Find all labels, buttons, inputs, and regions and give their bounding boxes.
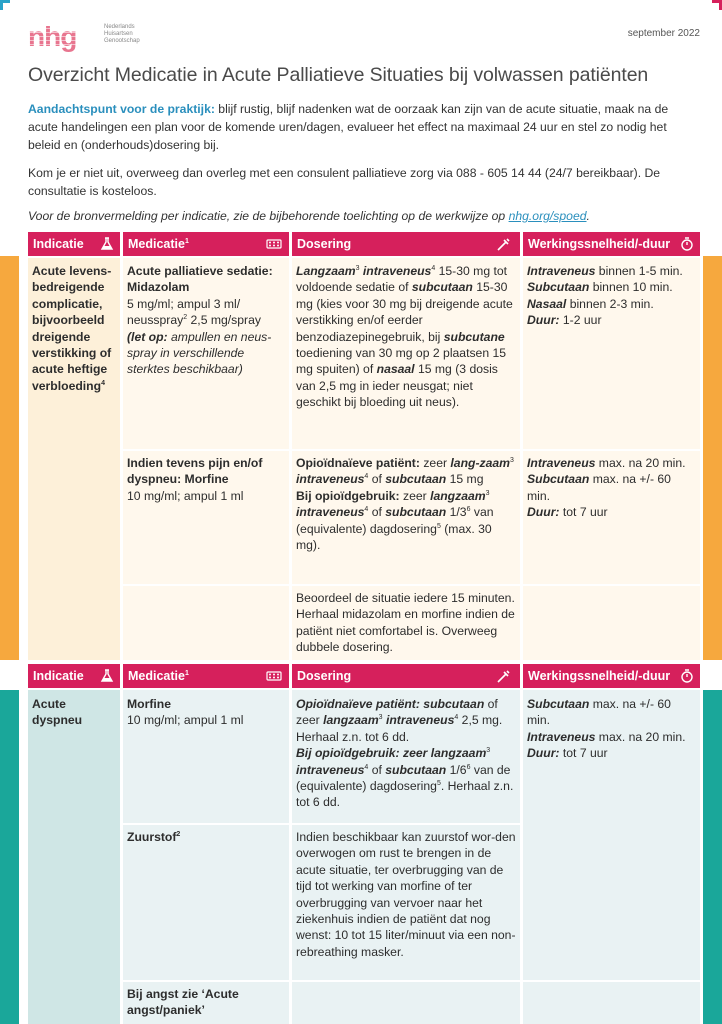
stopwatch-icon	[680, 237, 694, 251]
section1-row2-dosering: Opioïdnaïeve patiënt: zeer lang-zaam$^3$ intraveneus$^4$ of subcutaan 15 mg Bij opioïdgebruik: zeer langzaam$^3$ intraveneus$^4$ of subcutaan $1/3^6$ van (equivalente) dagdosering$^5$ (max. 30 mg).	[296, 456, 514, 553]
corner-mark-right	[712, 0, 722, 10]
section1-row-divider-2	[123, 584, 700, 586]
section2-side-bar-left	[0, 690, 19, 1024]
syringe-icon	[494, 669, 514, 683]
section2-row1-medicatie: Morfine 10 mg/ml; ampul 1 ml	[127, 697, 244, 728]
section1-row1-dosering: Langzaam$^3$ intraveneus$^4$ 15-30 mg tot voldoende sedatie of subcutaan 15-30 mg (kies voor 30 mg bij dreigende acute verstikking en/of eerder benzodiazepinegebruik, bij subcutane toediening van 30 mg op 2 plaatsen 15 mg spuiten) of nasaal 15 mg (3 dosis van 2,5 mg in ieder neusgat; niet geschikt bij bloeding uit neus).	[296, 264, 513, 410]
col-header-werking-2: Werkingssnelheid/-duur	[523, 664, 700, 688]
page-title: Overzicht Medicatie in Acute Palliatieve Situaties bij volwassen patiënten	[28, 64, 649, 86]
flask-icon	[100, 669, 114, 683]
section1-row-divider-1	[123, 449, 700, 451]
section1-row1-werking: Intraveneus binnen 1-5 min. Subcutaan binnen 10 min. Nasaal binnen 2-3 min. Duur: 1-2 uur	[527, 264, 683, 328]
section1-row2-medicatie: Indien tevens pijn en/of dyspneu: Morfine 10 mg/ml; ampul 1 ml	[127, 456, 263, 503]
intro-paragraph-2: Kom je er niet uit, overweeg dan overleg met een consulent palliatieve zorg via 088 - 605 14 44 (24/7 bereikbaar). De consultatie is kosteloos.	[28, 166, 661, 198]
nhg-spoed-link[interactable]: nhg.org/spoed	[508, 209, 587, 223]
intro-paragraph-3: Voor de bronvermelding per indicatie, zie de bijbehorende toelichting op de werkwijze op nhg.org/spoed.	[28, 209, 590, 223]
section2-row-divider-2	[123, 980, 700, 982]
col-header-indicatie: Indicatie	[28, 232, 120, 256]
flask-icon	[100, 237, 114, 251]
section2-row1-werking: Subcutaan max. na +/- 60 min. Intraveneus max. na 20 min. Duur: tot 7 uur	[527, 697, 686, 761]
col-header-dosering: Dosering	[292, 232, 520, 256]
pill-strip-icon	[265, 669, 283, 683]
section1-row3-dosering: Beoordeel de situatie iedere 15 minuten. Herhaal midazolam en morfine indien de patiënt niet comfortabel is. Overweeg dubbele dosering.	[296, 591, 515, 655]
col-header-medicatie: Medicatie$^1$	[123, 232, 289, 256]
col-header-werking: Werkingssnelheid/-duur	[523, 232, 700, 256]
corner-mark-left	[0, 0, 10, 10]
section2-row2-dosering: Indien beschikbaar kan zuurstof wor-den overwogen om rust te brengen in de acute situatie, ter overbrugging van de tijd tot werking van morfine of ter overbrugging van vervoer naar het ziekenhuis indien de patiënt dat nog wenst: 10 tot 15 liter/minuut via een non-rebreathing masker.	[296, 830, 516, 959]
publication-date: september 2022	[627, 28, 700, 39]
stopwatch-icon	[680, 669, 694, 683]
col-header-indicatie-2: Indicatie	[28, 664, 120, 688]
section2-indication: Acute dyspneu	[32, 697, 83, 728]
section2-row3-medicatie[interactable]: Bij angst zie ‘Acute angst/paniek’	[127, 987, 239, 1018]
org-name: Nederlands Huisartsen Genootschap	[104, 24, 140, 44]
section2-indication-bg	[28, 690, 120, 1024]
section2-row1-dosering: Opioïdnaïeve patiënt: subcutaan of zeer langzaam$^3$ intraveneus$^4$ 2,5 mg. Herhaal z.n. tot 6 dd. Bij opioïdgebruik: zeer langzaam$^3$ intraveneus$^4$ of subcutaan $1/6^6$ van de (equivalente) dagdosering$^5$. Herhaal z.n. tot 6 dd.	[296, 697, 514, 810]
pill-strip-icon	[265, 237, 283, 251]
section2-row2-medicatie: Zuurstof$^2$	[127, 830, 181, 844]
section1-row1-medicatie: Acute palliatieve sedatie: Midazolam 5 mg/ml; ampul 3 ml/ neusspray$^2$ 2,5 mg/spray (let op: ampullen en neus-spray in verschillende sterktes beschikbaar)	[127, 264, 273, 377]
section1-side-bar-right	[703, 256, 722, 660]
nhg-logo	[28, 22, 98, 52]
section1-indication: Acute levens-bedreigende complicatie, bijvoorbeeld dreigende verstikking of acute heftige verbloeding$^4$	[32, 264, 112, 393]
page-header	[28, 18, 700, 58]
col-header-medicatie-2: Medicatie$^1$	[123, 664, 289, 688]
section1-side-bar-left	[0, 256, 19, 660]
col-header-dosering-2: Dosering	[292, 664, 520, 688]
section2-side-bar-right	[703, 690, 722, 1024]
section2-row-divider-1	[123, 823, 523, 825]
syringe-icon	[494, 237, 514, 251]
intro-paragraph-1: Aandachtspunt voor de praktijk: blijf rustig, blijf nadenken wat de oorzaak kan zijn van de acute situatie, maak na de acute handelingen een plan voor de komende uren/dagen, evalueer het effect na maximaal 24 uur en stel zo nodig het beleid en (onderhouds)dosering bij.	[28, 102, 669, 152]
section1-row2-werking: Intraveneus max. na 20 min. Subcutaan max. na +/- 60 min. Duur: tot 7 uur	[527, 456, 686, 520]
